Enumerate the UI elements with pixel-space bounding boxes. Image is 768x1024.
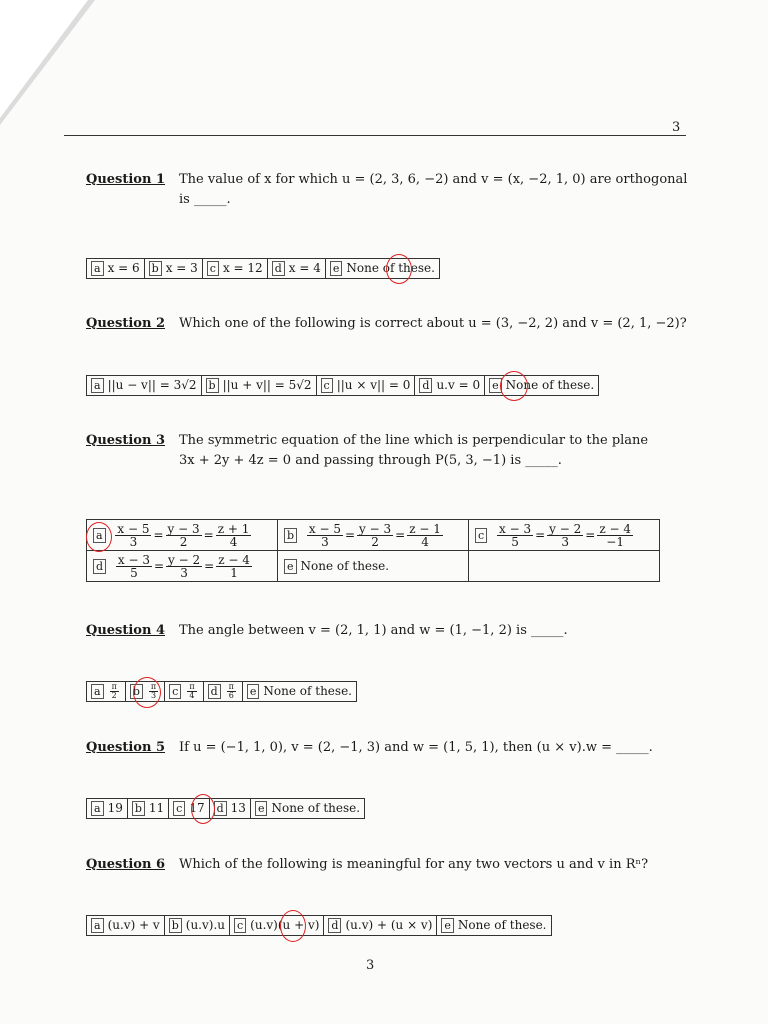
denominator: 5 bbox=[511, 534, 519, 549]
option-key: c bbox=[321, 378, 333, 393]
option-text: (u.v)(u + v) bbox=[250, 918, 320, 932]
numerator: x − 5 bbox=[308, 521, 341, 536]
q6-option-e[interactable] bbox=[437, 916, 550, 935]
q6-option-d[interactable] bbox=[324, 916, 437, 935]
numerator: π bbox=[150, 682, 157, 691]
numerator: x − 5 bbox=[117, 521, 150, 536]
option-key: b bbox=[149, 261, 162, 276]
option-text: x = 6 bbox=[107, 261, 140, 275]
q3-option-d[interactable]: d $\frac{x - 3}{5}$ = $\frac{y - 2}{3}$ = $\frac{z - 4}{1}$ bbox=[87, 551, 278, 582]
header-rule bbox=[64, 135, 686, 136]
option-key: b bbox=[132, 801, 145, 816]
numerator: y − 3 bbox=[167, 521, 200, 536]
numerator: z + 1 bbox=[217, 521, 250, 536]
option-text: None of these. bbox=[271, 801, 361, 815]
option-key: c bbox=[234, 918, 246, 933]
question-1 bbox=[86, 170, 687, 210]
denominator: 5 bbox=[130, 565, 138, 580]
numerator: π bbox=[189, 682, 195, 691]
question-6 bbox=[86, 855, 648, 875]
q2-option-b[interactable] bbox=[202, 376, 317, 395]
question-6-label: Question 6 bbox=[86, 857, 166, 872]
question-3-label: Question 3 bbox=[86, 433, 166, 448]
numerator: z − 1 bbox=[409, 521, 441, 536]
option-text: (u.v) + (u × v) bbox=[345, 918, 433, 932]
answer-circle-q3 bbox=[86, 522, 112, 552]
question-2-text: Which one of the following is correct about u = (3, −2, 2) and v = (2, 1, −2)? bbox=[179, 316, 687, 331]
question-4-options bbox=[86, 681, 357, 702]
page-number-top: 3 bbox=[672, 120, 681, 135]
question-4 bbox=[86, 621, 568, 641]
denominator: 2 bbox=[371, 534, 379, 549]
question-5-text: If u = (−1, 1, 0), v = (2, −1, 3) and w = (1, 5, 1), then (u × v).w = _____. bbox=[179, 740, 653, 755]
q1-option-e[interactable] bbox=[326, 259, 439, 278]
q3-option-c[interactable]: c $\frac{x - 3}{5}$ = $\frac{y - 2}{3}$ = $\frac{z - 4}{-1}$ bbox=[469, 520, 660, 551]
question-5 bbox=[86, 738, 653, 758]
option-key: a bbox=[93, 528, 106, 543]
option-key: c bbox=[207, 261, 219, 276]
q6-option-a[interactable] bbox=[87, 916, 165, 935]
option-key: a bbox=[91, 918, 104, 933]
option-key: d bbox=[214, 801, 227, 816]
question-1-text: The value of x for which u = (2, 3, 6, −2) and v = (x, −2, 1, 0) are orthogonal bbox=[179, 172, 688, 187]
answer-circle-q5 bbox=[191, 794, 215, 824]
numerator: y − 2 bbox=[168, 552, 201, 567]
denominator: 3 bbox=[129, 534, 138, 549]
q5-option-b[interactable] bbox=[128, 799, 169, 818]
option-key: e bbox=[489, 378, 502, 393]
question-1-label: Question 1 bbox=[86, 172, 166, 187]
question-2 bbox=[86, 314, 687, 334]
option-key: a bbox=[91, 378, 104, 393]
denominator: 2 bbox=[179, 534, 188, 549]
option-key: d bbox=[328, 918, 341, 933]
option-key: c bbox=[169, 684, 181, 699]
q2-option-a[interactable] bbox=[87, 376, 202, 395]
answer-circle-q1 bbox=[386, 254, 412, 284]
option-key: a bbox=[91, 801, 104, 816]
q3-option-a[interactable]: a $\frac{x - 5}{3}$ = $\frac{y - 3}{2}$ = $\frac{z + 1}{4}$ bbox=[87, 520, 278, 551]
option-text: x = 4 bbox=[288, 261, 321, 275]
q1-option-c[interactable] bbox=[203, 259, 268, 278]
question-4-label: Question 4 bbox=[86, 623, 166, 638]
option-key: d bbox=[93, 559, 106, 574]
question-3-options bbox=[86, 519, 660, 582]
option-key: b bbox=[169, 918, 182, 933]
denominator: 1 bbox=[230, 565, 238, 580]
q3-empty-cell bbox=[469, 551, 660, 582]
numerator: z − 4 bbox=[218, 552, 250, 567]
option-key: a bbox=[91, 684, 104, 699]
denominator: 2 bbox=[111, 691, 117, 700]
option-key: e bbox=[284, 559, 297, 574]
q4-option-c[interactable] bbox=[165, 682, 203, 701]
q1-option-d[interactable] bbox=[268, 259, 326, 278]
denominator: 3 bbox=[180, 565, 188, 580]
option-key: d bbox=[272, 261, 285, 276]
option-text: (u.v).u bbox=[185, 918, 225, 932]
option-text: x = 3 bbox=[165, 261, 198, 275]
option-text: None of these. bbox=[300, 559, 390, 573]
option-key: d bbox=[208, 684, 221, 699]
option-key: e bbox=[441, 918, 454, 933]
option-text: ||u + v|| = 5√2 bbox=[222, 378, 312, 392]
numerator: x − 3 bbox=[499, 521, 532, 536]
question-4-text: The angle between v = (2, 1, 1) and w = (1, −1, 2) is _____. bbox=[179, 623, 568, 638]
numerator: z − 4 bbox=[599, 521, 631, 536]
denominator: −1 bbox=[606, 534, 624, 549]
question-2-label: Question 2 bbox=[86, 316, 166, 331]
numerator: y − 3 bbox=[359, 521, 392, 536]
question-5-options bbox=[86, 798, 365, 819]
question-3 bbox=[86, 431, 648, 471]
q6-option-b[interactable] bbox=[165, 916, 230, 935]
numerator: π bbox=[228, 682, 234, 691]
option-key: e bbox=[247, 684, 260, 699]
q2-option-d[interactable] bbox=[415, 376, 485, 395]
answer-circle-q6 bbox=[280, 910, 306, 942]
question-1-text-cont: is _____. bbox=[179, 192, 231, 207]
numerator: x − 3 bbox=[117, 552, 150, 567]
q1-option-a[interactable] bbox=[87, 259, 145, 278]
q2-option-c[interactable] bbox=[317, 376, 416, 395]
question-3-text: The symmetric equation of the line which is perpendicular to the plane bbox=[179, 433, 649, 448]
q1-option-b[interactable] bbox=[145, 259, 203, 278]
q5-option-a[interactable] bbox=[87, 799, 128, 818]
option-text: u.v = 0 bbox=[436, 378, 481, 392]
denominator: 4 bbox=[189, 691, 195, 700]
q4-option-e[interactable] bbox=[243, 682, 356, 701]
page-fold-corner bbox=[0, 0, 88, 118]
q5-option-e[interactable] bbox=[251, 799, 364, 818]
option-text: ||u − v|| = 3√2 bbox=[107, 378, 197, 392]
option-text: None of these. bbox=[346, 261, 435, 275]
question-6-text: Which of the following is meaningful for any two vectors u and v in Rⁿ? bbox=[179, 857, 649, 872]
option-text: 19 bbox=[107, 801, 123, 815]
question-6-options bbox=[86, 915, 552, 936]
q3-option-b[interactable]: b $\frac{x - 5}{3}$ = $\frac{y - 3}{2}$ = $\frac{z - 1}{4}$ bbox=[278, 520, 469, 551]
answer-circle-q4 bbox=[133, 677, 161, 708]
option-key: b bbox=[284, 528, 297, 543]
denominator: 4 bbox=[421, 534, 429, 549]
option-key: b bbox=[130, 684, 143, 699]
option-text: None of these. bbox=[457, 918, 547, 932]
option-text: 13 bbox=[230, 801, 246, 815]
answer-circle-q2 bbox=[500, 371, 528, 401]
q3-option-e[interactable] bbox=[278, 551, 469, 582]
denominator: 6 bbox=[228, 691, 234, 700]
q5-option-d[interactable] bbox=[210, 799, 251, 818]
question-5-label: Question 5 bbox=[86, 740, 166, 755]
denominator: 3 bbox=[561, 534, 570, 549]
q4-option-d[interactable] bbox=[204, 682, 243, 701]
option-key: c bbox=[475, 528, 487, 543]
option-text: None of these. bbox=[505, 378, 595, 392]
numerator: y − 2 bbox=[549, 521, 582, 536]
denominator: 3 bbox=[150, 691, 157, 700]
option-text: (u.v) + v bbox=[107, 918, 160, 932]
numerator: π bbox=[111, 682, 117, 691]
q6-option-c[interactable] bbox=[230, 916, 324, 935]
option-key: d bbox=[419, 378, 432, 393]
question-3-text-cont: 3x + 2y + 4z = 0 and passing through P(5, 3, −1) is _____. bbox=[179, 453, 562, 468]
option-key: c bbox=[173, 801, 185, 816]
option-text: ||u × v|| = 0 bbox=[336, 378, 411, 392]
denominator: 4 bbox=[229, 534, 238, 549]
option-key: e bbox=[330, 261, 343, 276]
option-text: None of these. bbox=[263, 684, 352, 698]
option-text: 11 bbox=[148, 801, 165, 815]
page-number-bottom: 3 bbox=[366, 958, 375, 973]
option-text: x = 12 bbox=[222, 261, 263, 275]
option-key: a bbox=[91, 261, 104, 276]
option-key: b bbox=[206, 378, 219, 393]
option-key: e bbox=[255, 801, 268, 816]
option-text: 17 bbox=[189, 801, 205, 815]
denominator: 3 bbox=[321, 534, 329, 549]
q4-option-a[interactable] bbox=[87, 682, 126, 701]
